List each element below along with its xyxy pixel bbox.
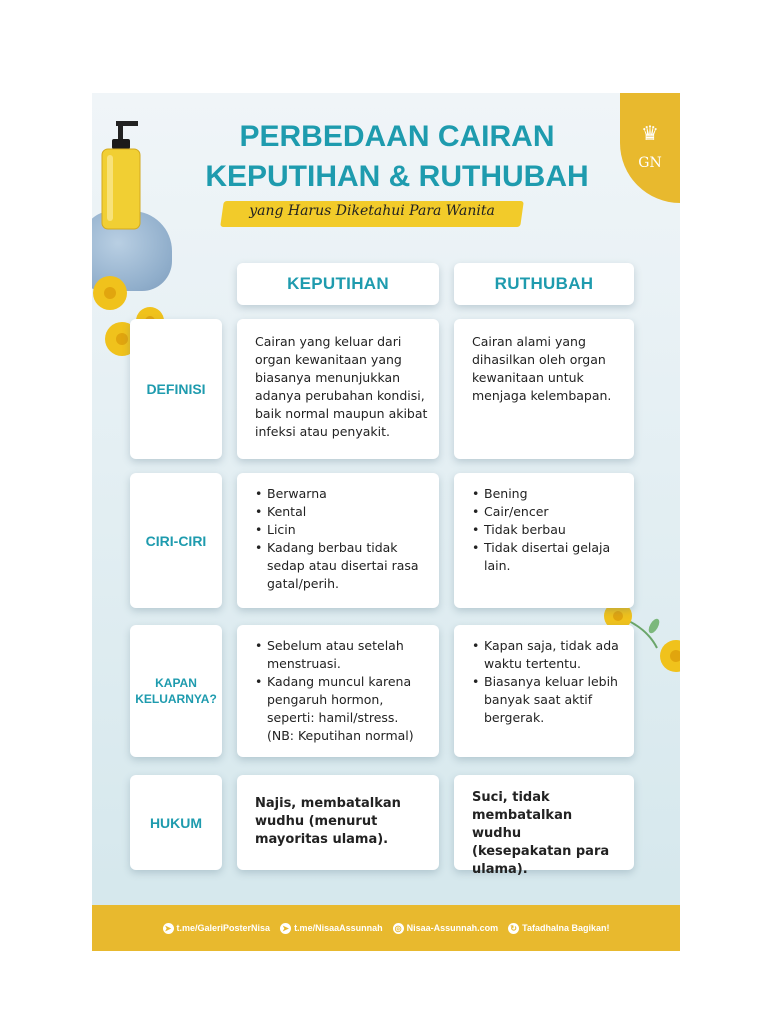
row-header-ciri [130,473,222,608]
title-line-2: KEPUTIHAN & RUTHUBAH [205,160,589,193]
row-label: DEFINISI [146,381,206,397]
subtitle: yang Harus Diketahui Para Wanita [249,203,495,219]
cell-keputihan-definisi: Cairan yang keluar dari organ kewanitaan yang biasanya menunjukkan adanya perubahan kondisi, baik normal maupun akibat infeksi atau penyakit. [237,319,439,459]
footer-link[interactable] [508,923,609,934]
list [472,485,624,575]
list-item: • Licin [255,521,429,539]
list-item: • Sebelum atau setelah menstruasi. [255,637,429,673]
list-item: • Kental [255,503,429,521]
row-label: KELUARNYA? [135,692,217,706]
share-icon: ↻ [508,923,519,934]
list-item: • Bening [472,485,624,503]
title-line-1: PERBEDAAN CAIRAN [239,120,555,153]
footer-link[interactable] [280,923,383,934]
footer-link-text: Tafadhalna Bagikan! [522,923,610,933]
list [472,637,624,727]
footer-link[interactable] [393,923,499,934]
cell-ruthubah-kapan [454,625,634,757]
logo-monogram: GN [638,155,662,171]
list-item: • Berwarna [255,485,429,503]
row-header-kapan [130,625,222,757]
row-label: HUKUM [149,814,203,831]
cell-keputihan-hukum: Najis, membatalkan wudhu (menurut mayoritas ulama). [237,775,439,870]
cell-keputihan-kapan [237,625,439,757]
footer-link-text: t.me/NisaaAssunnah [294,923,383,933]
list-item: • Kapan saja, tidak ada waktu tertentu. [472,637,624,673]
row-label: CIRI-CIRI [145,532,207,549]
list-item: • Kadang berbau tidak sedap atau disertai rasa gatal/perih. [255,539,429,593]
list [255,485,429,593]
list-item: • Biasanya keluar lebih banyak saat aktif bergerak. [472,673,624,727]
list-item: • Kadang muncul karena pengaruh hormon, seperti: hamil/stress. (NB: Keputihan normal) [255,673,429,745]
crown-icon: ♛ [641,121,659,145]
list [255,637,429,745]
footer-bar [92,905,680,951]
footer-link-text: Nisaa-Assunnah.com [406,923,499,933]
footer-link-text: t.me/GaleriPosterNisa [176,923,271,933]
list-item: • Tidak berbau [472,521,624,539]
cell-keputihan-ciri [237,473,439,608]
column-header-keputihan: KEPUTIHAN [237,263,439,305]
telegram-icon: ➤ [163,923,174,934]
telegram-icon: ➤ [280,923,291,934]
row-header-definisi [130,319,222,459]
corner-badge [620,93,680,203]
cell-ruthubah-hukum: Suci, tidak membatalkan wudhu (kesepakatan para ulama). [454,775,634,870]
row-label: KAPAN [155,676,197,690]
cell-ruthubah-ciri [454,473,634,608]
oil-bottle-image [98,121,148,231]
list-item: • Cair/encer [472,503,624,521]
poster [92,93,680,951]
list-item: • Tidak disertai gelaja lain. [472,539,624,575]
cell-ruthubah-definisi: Cairan alami yang dihasilkan oleh organ kewanitaan untuk menjaga kelembapan. [454,319,634,459]
page-title [187,117,607,197]
brand-logo [630,123,670,171]
column-header-ruthubah: RUTHUBAH [454,263,634,305]
row-header-hukum [130,775,222,870]
footer-link[interactable] [163,923,271,934]
web-icon: ◎ [393,923,404,934]
